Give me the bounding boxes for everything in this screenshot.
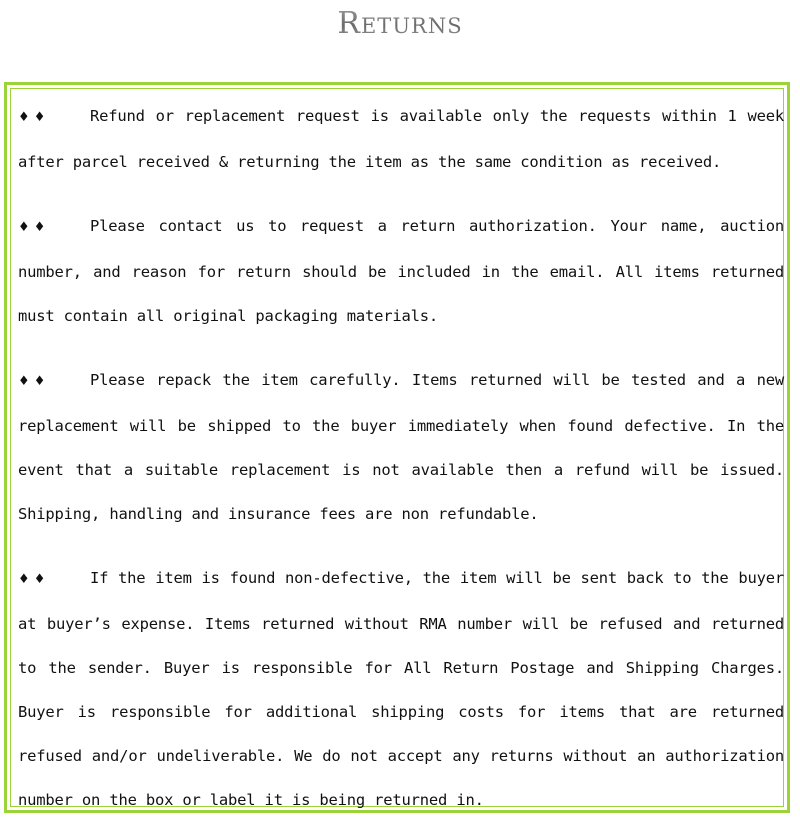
- diamond-bullet-icon: ♦ ♦: [18, 220, 46, 235]
- diamond-bullet-icon: ♦ ♦: [18, 374, 46, 389]
- diamond-bullet-icon: ♦ ♦: [18, 572, 46, 587]
- page-title: Returns: [337, 6, 463, 41]
- diamond-bullet-icon: ♦ ♦: [18, 110, 46, 125]
- policy-paragraph-3: [18, 358, 784, 536]
- policy-paragraph-1: [18, 94, 784, 184]
- policy-paragraph-text: If the item is found non-defective, the item will be sent back to the buyer at buyer’s expense. Items returned without RMA number will be refused and returned to the sender. Buyer is responsible for All Return Postage and Shipping Charges. Buyer is responsible for additional shipping costs for items that are returned refused and/or undeliverable. We do not accept any returns without an authorization number on the box or label it is being returned in.: [18, 569, 784, 809]
- returns-policy-content: [18, 94, 784, 822]
- policy-paragraph-4: [18, 556, 784, 822]
- policy-paragraph-text: Refund or replacement request is available only the requests within 1 week after parcel received & returning the item as the same condition as received.: [18, 107, 784, 171]
- policy-paragraph-2: [18, 204, 784, 338]
- returns-header: [0, 0, 800, 80]
- policy-paragraph-text: Please repack the item carefully. Items returned will be tested and a new replacement will be shipped to the buyer immediately when found defective. In the event that a suitable replacement is not available then a refund will be issued. Shipping, handling and insurance fees are non refundable.: [18, 371, 784, 523]
- policy-paragraph-text: Please contact us to request a return authorization. Your name, auction number, and reason for return should be included in the email. All items returned must contain all original packaging materials.: [18, 217, 784, 325]
